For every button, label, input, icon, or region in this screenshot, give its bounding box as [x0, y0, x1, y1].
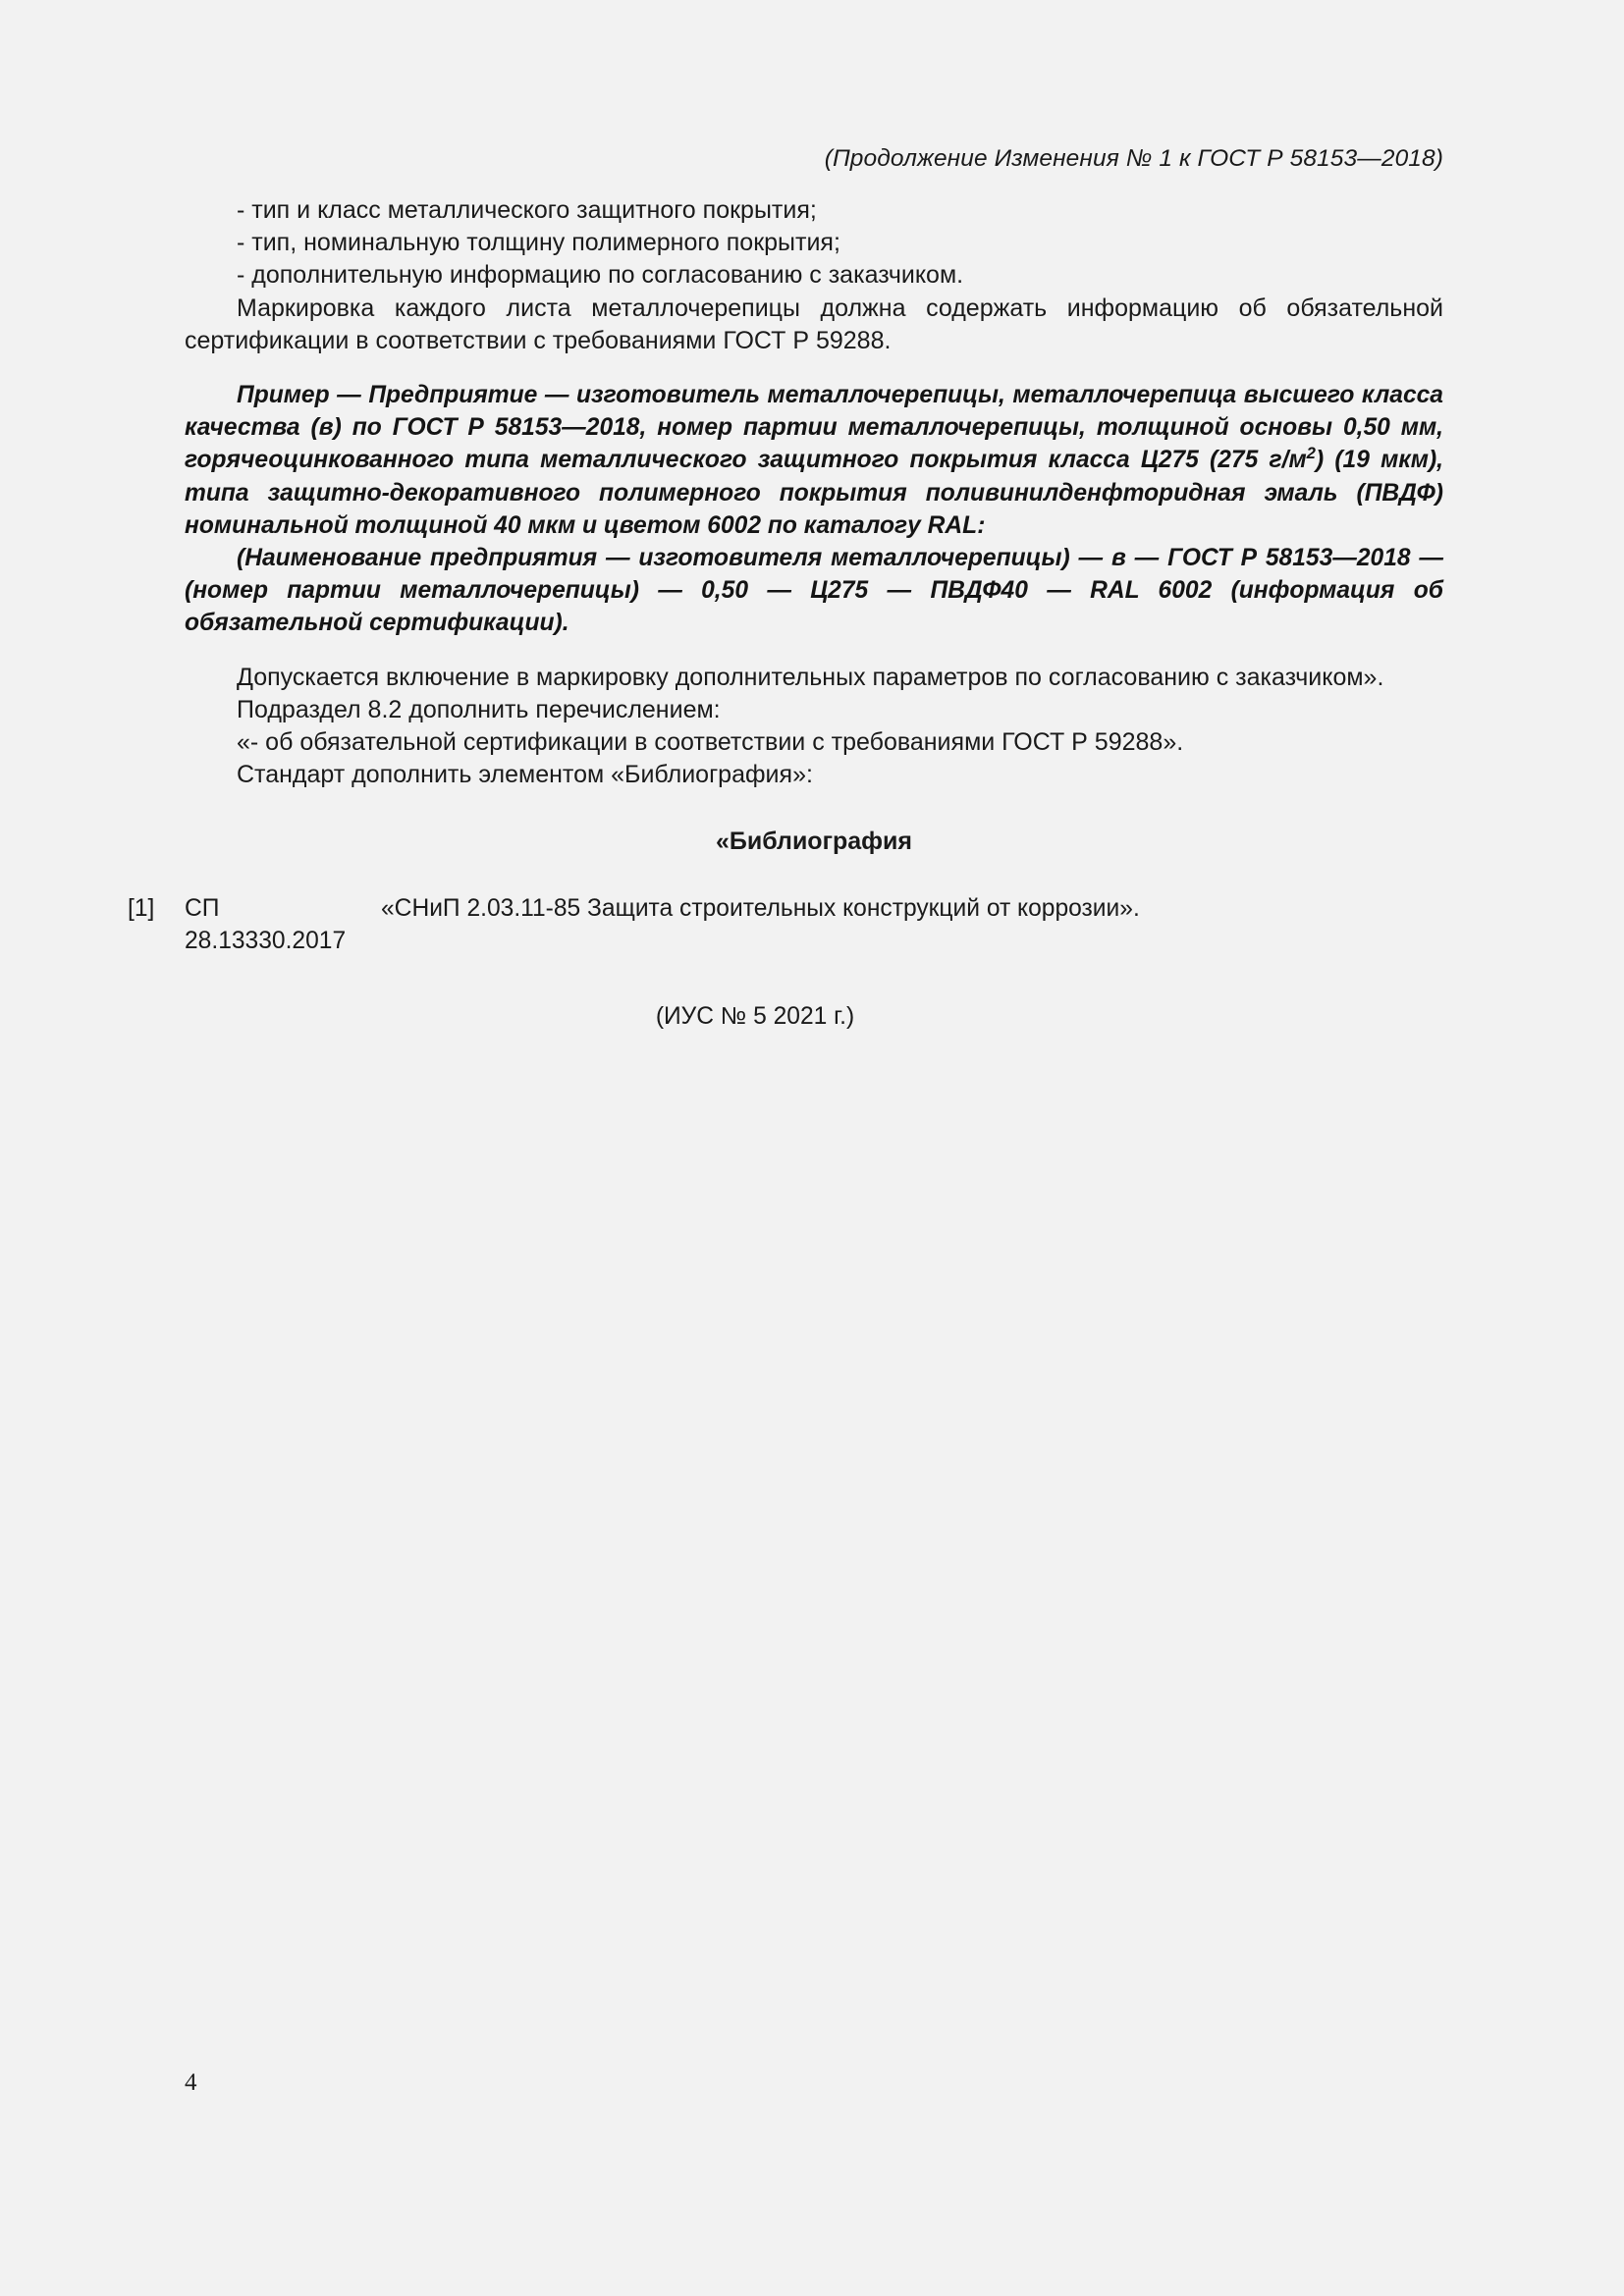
- example-prefix: Пример — Предприятие — изготовитель металлочерепицы, металлочерепица высшего класса качества (в) по ГОСТ Р 58153—2018, номер партии металлочерепицы, толщиной основы 0,50 мм, горячеоцинкованного типа металлического защитного покрытия класса Ц275 (275 г/м: [185, 382, 1443, 474]
- bibliography-entry-title: «СНиП 2.03.11-85 Защита строительных конструкций от коррозии».: [381, 895, 1140, 923]
- example-designation-text: [185, 379, 1443, 542]
- bibliography-heading: «Библиография: [716, 828, 912, 856]
- example-suffix: ) (19 мкм), типа защитно-декоративного полимерного покрытия поливинилденфторидная эмаль (ПВДФ) номинальной толщиной 40 мкм и цветом 6002 по каталогу RAL:: [185, 447, 1443, 539]
- paragraph-subsection: Подраздел 8.2 дополнить перечислением:: [237, 695, 721, 723]
- paragraph-marking: Маркировка каждого листа металлочерепицы должна содержать информацию об обязательной сертификации в соответствии с требованиями ГОСТ Р 59288.: [185, 294, 1443, 354]
- spacer: [185, 858, 1443, 880]
- paragraph-subsection-item: «- об обязательной сертификации в соответствии с требованиями ГОСТ Р 59288».: [237, 728, 1184, 757]
- bibliography-entry: [128, 892, 1443, 957]
- page-content: [128, 0, 1443, 1033]
- page-number: 4: [185, 2069, 197, 2096]
- spacer: [185, 979, 1443, 1000]
- bibliography-entry-code: СП 28.13330.2017: [185, 895, 347, 955]
- bullet-list: [185, 194, 1443, 293]
- example-marking-string: (Наименование предприятия — изготовителя металлочерепицы) — в — ГОСТ Р 58153—2018 — (номер партии металлочерепицы) — 0,50 — Ц275 — ПВДФ40 — RAL 6002 (информация об обязательной сертификации).: [185, 545, 1443, 637]
- spacer: [185, 880, 1443, 892]
- spacer: [185, 957, 1443, 979]
- spacer: [185, 173, 1443, 194]
- spacer: [185, 791, 1443, 813]
- list-item: - дополнительную информацию по согласованию с заказчиком.: [237, 261, 964, 290]
- spacer: [185, 813, 1443, 826]
- paragraph-standard-add: Стандарт дополнить элементом «Библиография»:: [237, 761, 813, 789]
- spacer: [185, 357, 1443, 379]
- bibliography-entry-number: [1]: [128, 895, 155, 923]
- list-item: - тип и класс металлического защитного покрытия;: [237, 196, 817, 224]
- ius-note: (ИУС № 5 2021 г.): [655, 1003, 855, 1031]
- paragraph-allowance: Допускается включение в маркировку дополнительных параметров по согласованию с заказчиком».: [237, 663, 1384, 691]
- running-head: (Продолжение Изменения № 1 к ГОСТ Р 58153—2018): [824, 145, 1443, 172]
- list-item: - тип, номинальную толщину полимерного покрытия;: [237, 229, 840, 257]
- spacer: [185, 640, 1443, 662]
- superscript-two: 2: [1306, 444, 1316, 463]
